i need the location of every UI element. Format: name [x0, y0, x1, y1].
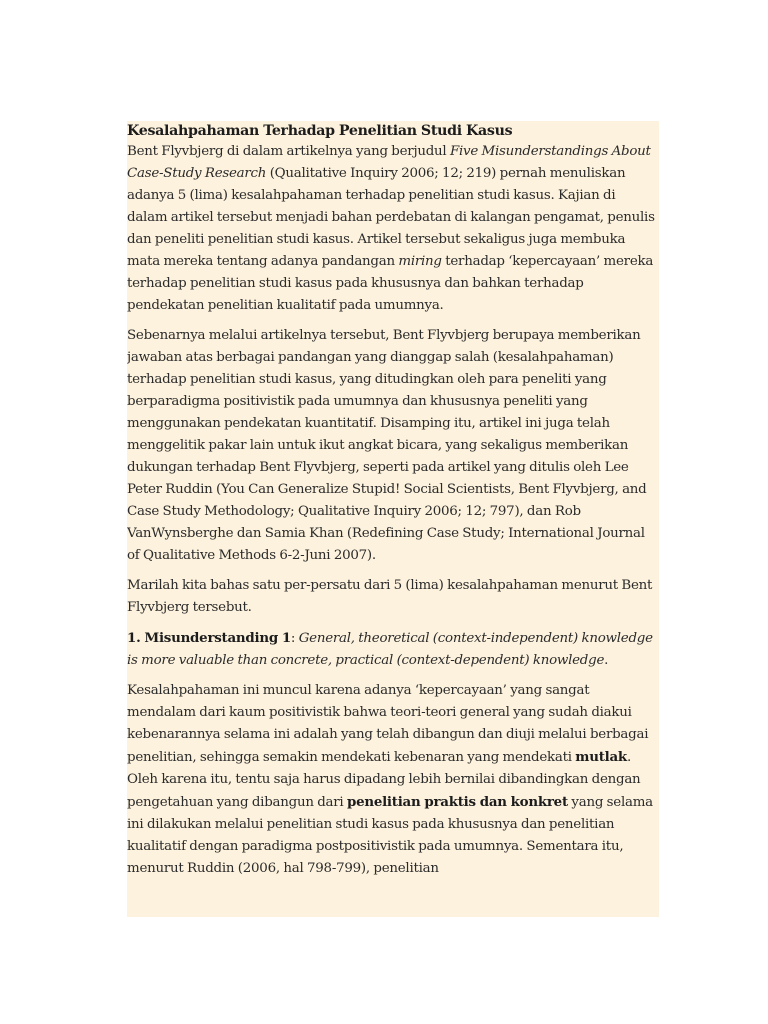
paragraph-explanation-bold-mutlak: mutlak	[575, 749, 627, 765]
document-page	[127, 121, 659, 917]
misunderstanding-1-statement: General, theoretical (context-independent) knowledge is more valuable than concrete, practical (context-dependent) knowledge	[127, 631, 653, 668]
paragraph-transition: Marilah kita bahas satu per-persatu dari 5 (lima) kesalahpahaman menurut Bent Flyvbjerg tersebut.	[127, 578, 653, 615]
paragraph-intro-text-a: Bent Flyvbjerg di dalam artikelnya yang berjudul	[127, 144, 450, 159]
paragraph-intro-text-e: terhadap ‘kepercayaan’ mereka terhadap penelitian studi kasus pada khususnya dan bahkan terhadap pendekatan penelitian kualitatif pada umumnya.	[127, 254, 654, 313]
paragraph-explanation-text-a: Kesalahpahaman ini muncul karena adanya ‘kepercayaan’ yang sangat mendalam dari kaum positivistik bahwa teori-teori general yang sudah diakui kebenarannya selama ini adalah yang telah dibangun dan diuji melalui berbagai penelitian, sehingga semakin mendekati kebenaran yang mendekati	[127, 683, 649, 765]
paragraph-explanation-bold-practical: penelitian praktis dan konkret	[346, 794, 568, 810]
paragraph-explanation-text-e: yang selama ini dilakukan melalui penelitian studi kasus pada khususnya dan penelitian kualitatif dengan paradigma postpositivistik pada umumnya. Sementara itu, menurut Ruddin (2006, hal 798-799), penelitian	[127, 795, 653, 876]
paragraph-intro-italic-word: miring	[398, 254, 442, 269]
misunderstanding-1-colon: :	[290, 631, 299, 646]
paragraph-intro-article-title: Five Misunderstandings About Case-Study Research	[127, 144, 651, 181]
paragraph-explanation	[127, 680, 659, 880]
paragraph-explanation-text-c: . Oleh karena itu, tentu saja harus dipadang lebih bernilai dibandingkan dengan pengetahuan yang dibangun dari	[127, 750, 641, 810]
article-title: Kesalahpahaman Terhadap Penelitian Studi Kasus	[127, 123, 513, 139]
paragraph-context: Sebenarnya melalui artikelnya tersebut, Bent Flyvbjerg berupaya memberikan jawaban atas berbagai pandangan yang dianggap salah (kesalahpahaman) terhadap penelitian studi kasus, yang ditudingkan oleh para peneliti yang berparadigma positivistik pada umumnya dan khususnya peneliti yang menggunakan pendekatan kuantitatif. Disamping itu, artikel ini juga telah menggelitik pakar lain untuk ikut angkat bicara, yang sekaligus memberikan dukungan terhadap Bent Flyvbjerg, seperti pada artikel yang ditulis oleh Lee Peter Ruddin (You Can Generalize Stupid! Social Scientists, Bent Flyvbjerg, and Case Study Methodology; Qualitative Inquiry 2006; 12; 797), dan Rob VanWynsberghe dan Samia Khan (Redefining Case Study; International Journal of Qualitative Methods 6-2-Juni 2007).	[127, 328, 647, 563]
misunderstanding-1-period: .	[604, 653, 609, 668]
paragraph-intro	[127, 141, 659, 317]
paragraph-intro-text-c: (Qualitative Inquiry 2006; 12; 219) pernah menuliskan adanya 5 (lima) kesalahpahaman terhadap penelitian studi kasus. Kajian di dalam artikel tersebut menjadi bahan perdebatan di kalangan pengamat, penulis dan peneliti penelitian studi kasus. Artikel tersebut sekaligus juga membuka mata mereka tentang adanya pandangan	[127, 166, 655, 269]
misunderstanding-1-label: 1. Misunderstanding 1	[127, 630, 291, 646]
misunderstanding-1-heading	[127, 627, 659, 672]
